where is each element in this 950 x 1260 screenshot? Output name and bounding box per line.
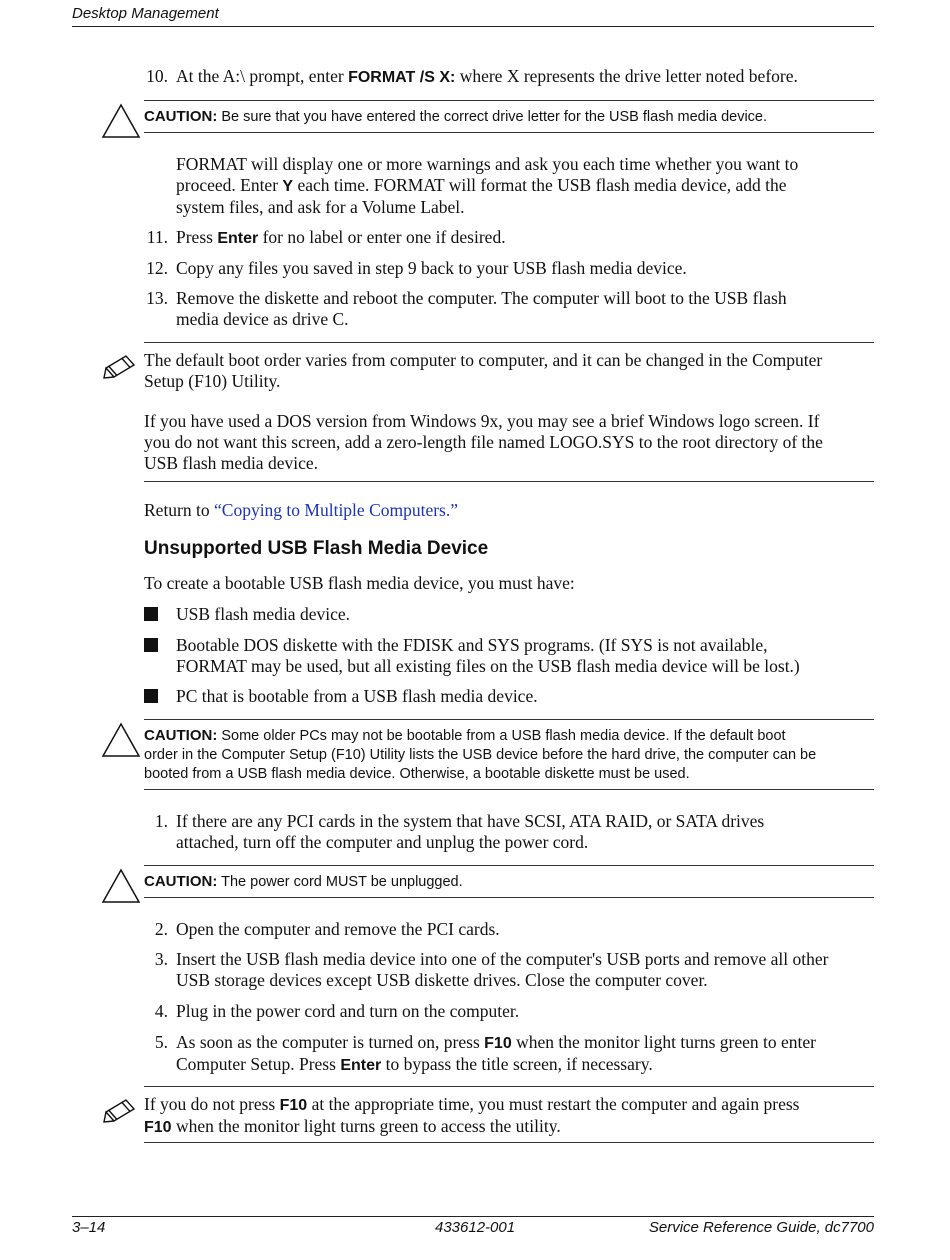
- caution-box: [144, 726, 874, 784]
- bullet-item: [176, 635, 874, 677]
- paragraph-line: FORMAT will display one or more warnings and ask you each time whether you want to: [176, 154, 799, 174]
- step-12: [144, 258, 874, 280]
- caution-triangle-icon: [101, 722, 141, 758]
- bullet-item: PC that is bootable from a USB flash media device.: [176, 686, 538, 706]
- document-number: 433612-001: [435, 1219, 516, 1236]
- step-number: 4.: [154, 1001, 168, 1021]
- caution-line: Some older PCs may not be bootable from a USB flash media device. If the default boot: [221, 728, 786, 744]
- running-footer: [72, 1216, 874, 1239]
- step-2: [144, 919, 874, 941]
- step-text: where X represents the drive letter noted before.: [455, 66, 798, 86]
- step-text: when the monitor light turns green to enter: [511, 1032, 816, 1052]
- caution-label: CAUTION:: [144, 873, 218, 890]
- bullet-line: Bootable DOS diskette with the FDISK and SYS programs. (If SYS is not available,: [176, 635, 768, 655]
- step-line: If there are any PCI cards in the system that have SCSI, ATA RAID, or SATA drives: [176, 811, 765, 831]
- step-text: Computer Setup. Press: [176, 1054, 341, 1074]
- key-text: Enter: [217, 230, 259, 247]
- note-line: The default boot order varies from computer to computer, and it can be changed in the Computer: [144, 350, 823, 370]
- note-line: If you have used a DOS version from Windows 9x, you may see a brief Windows logo screen. If: [144, 411, 820, 431]
- step-line: media device as drive C.: [176, 309, 349, 329]
- divider: [144, 100, 874, 101]
- bullet-line: FORMAT may be used, but all existing files on the USB flash media device will be lost.): [176, 656, 800, 676]
- page-number: 3–14: [72, 1219, 106, 1236]
- paragraph-text: each time. FORMAT will format the USB flash media device, add the: [293, 175, 787, 195]
- key-text: Enter: [340, 1057, 382, 1074]
- step-number: 12.: [146, 258, 168, 278]
- step-number: 5.: [154, 1032, 168, 1052]
- note-box: [144, 350, 874, 474]
- caution-line: order in the Computer Setup (F10) Utility lists the USB device before the hard drive, the computer can be: [144, 747, 817, 763]
- step-text: to bypass the title screen, if necessary.: [381, 1054, 653, 1074]
- step-line: Remove the diskette and reboot the computer. The computer will boot to the USB flash: [176, 288, 787, 308]
- step-13: [144, 288, 874, 332]
- caution-label: CAUTION:: [144, 108, 218, 125]
- step-text: for no label or enter one if desired.: [258, 227, 506, 247]
- key-text: F10: [484, 1035, 512, 1052]
- step-text: Press: [176, 227, 218, 247]
- step-text: At the A:\ prompt, enter: [176, 66, 349, 86]
- step-number: 10.: [146, 66, 168, 86]
- return-line: [144, 500, 874, 521]
- step-number: 3.: [154, 949, 168, 969]
- step-4: [144, 1001, 874, 1023]
- key-text: Y: [282, 178, 294, 195]
- intro-text: To create a bootable USB flash media device, you must have:: [144, 573, 575, 593]
- divider: [144, 481, 874, 482]
- paragraph-line: system files, and ask for a Volume Label.: [176, 197, 465, 217]
- step-text: Plug in the power cord and turn on the computer.: [176, 1001, 520, 1021]
- note-text: when the monitor light turns green to access the utility.: [171, 1116, 561, 1136]
- note-pencil-icon: [102, 1096, 138, 1124]
- caution-triangle-icon: [101, 868, 141, 904]
- step-line: Insert the USB flash media device into one of the computer's USB ports and remove all other: [176, 949, 829, 969]
- key-text: F10: [279, 1097, 308, 1114]
- note-text: at the appropriate time, you must restart the computer and again press: [307, 1094, 800, 1114]
- divider: [144, 789, 874, 790]
- section-heading: Unsupported USB Flash Media Device: [144, 538, 489, 559]
- caution-box: [144, 872, 874, 892]
- caution-label: CAUTION:: [144, 727, 218, 744]
- caution-box: [144, 107, 874, 127]
- bullet-item: USB flash media device.: [176, 604, 350, 624]
- divider: [144, 342, 874, 343]
- step-number: 13.: [146, 288, 168, 308]
- step-5: [144, 1032, 874, 1076]
- bullet-marker: [144, 638, 158, 652]
- step-number: 1.: [154, 811, 168, 831]
- divider: [144, 1142, 874, 1143]
- caution-line: booted from a USB flash media device. Otherwise, a bootable diskette must be used.: [144, 766, 690, 782]
- note-line: Setup (F10) Utility.: [144, 371, 281, 391]
- caution-triangle-icon: [101, 103, 141, 139]
- bullet-marker: [144, 689, 158, 703]
- copying-to-multiple-computers-link[interactable]: “Copying to Multiple Computers.”: [214, 500, 459, 520]
- step-text: As soon as the computer is turned on, press: [176, 1032, 485, 1052]
- step-text: Copy any files you saved in step 9 back to your USB flash media device.: [176, 258, 687, 278]
- divider: [144, 865, 874, 866]
- note-line: USB flash media device.: [144, 453, 318, 473]
- step-number: 2.: [154, 919, 168, 939]
- step-11: [144, 227, 874, 249]
- divider: [144, 897, 874, 898]
- header-section-title: Desktop Management: [72, 5, 219, 22]
- note-pencil-icon: [102, 352, 138, 380]
- step-10: [144, 66, 874, 88]
- note-line: you do not want this screen, add a zero-length file named LOGO.SYS to the root directory of the: [144, 432, 823, 452]
- divider: [144, 1086, 874, 1087]
- paragraph-text: proceed. Enter: [176, 175, 283, 195]
- return-text: Return to: [144, 500, 214, 520]
- step-3: [144, 949, 874, 993]
- format-paragraph: [176, 154, 874, 218]
- key-text: F10: [144, 1119, 172, 1136]
- caution-text: The power cord MUST be unplugged.: [221, 874, 463, 890]
- command-text: FORMAT /S X:: [348, 69, 456, 86]
- note-box: [144, 1094, 874, 1138]
- step-1: [144, 811, 874, 855]
- step-text: Open the computer and remove the PCI cards.: [176, 919, 500, 939]
- divider: [144, 132, 874, 133]
- divider: [144, 719, 874, 720]
- guide-title: Service Reference Guide, dc7700: [648, 1219, 874, 1236]
- caution-text: Be sure that you have entered the correct drive letter for the USB flash media device.: [221, 109, 768, 125]
- bullet-marker: [144, 607, 158, 621]
- step-line: attached, turn off the computer and unplug the power cord.: [176, 832, 589, 852]
- step-number: 11.: [146, 227, 168, 247]
- step-line: USB storage devices except USB diskette drives. Close the computer cover.: [176, 970, 708, 990]
- note-text: If you do not press: [144, 1094, 280, 1114]
- running-header: [72, 4, 874, 27]
